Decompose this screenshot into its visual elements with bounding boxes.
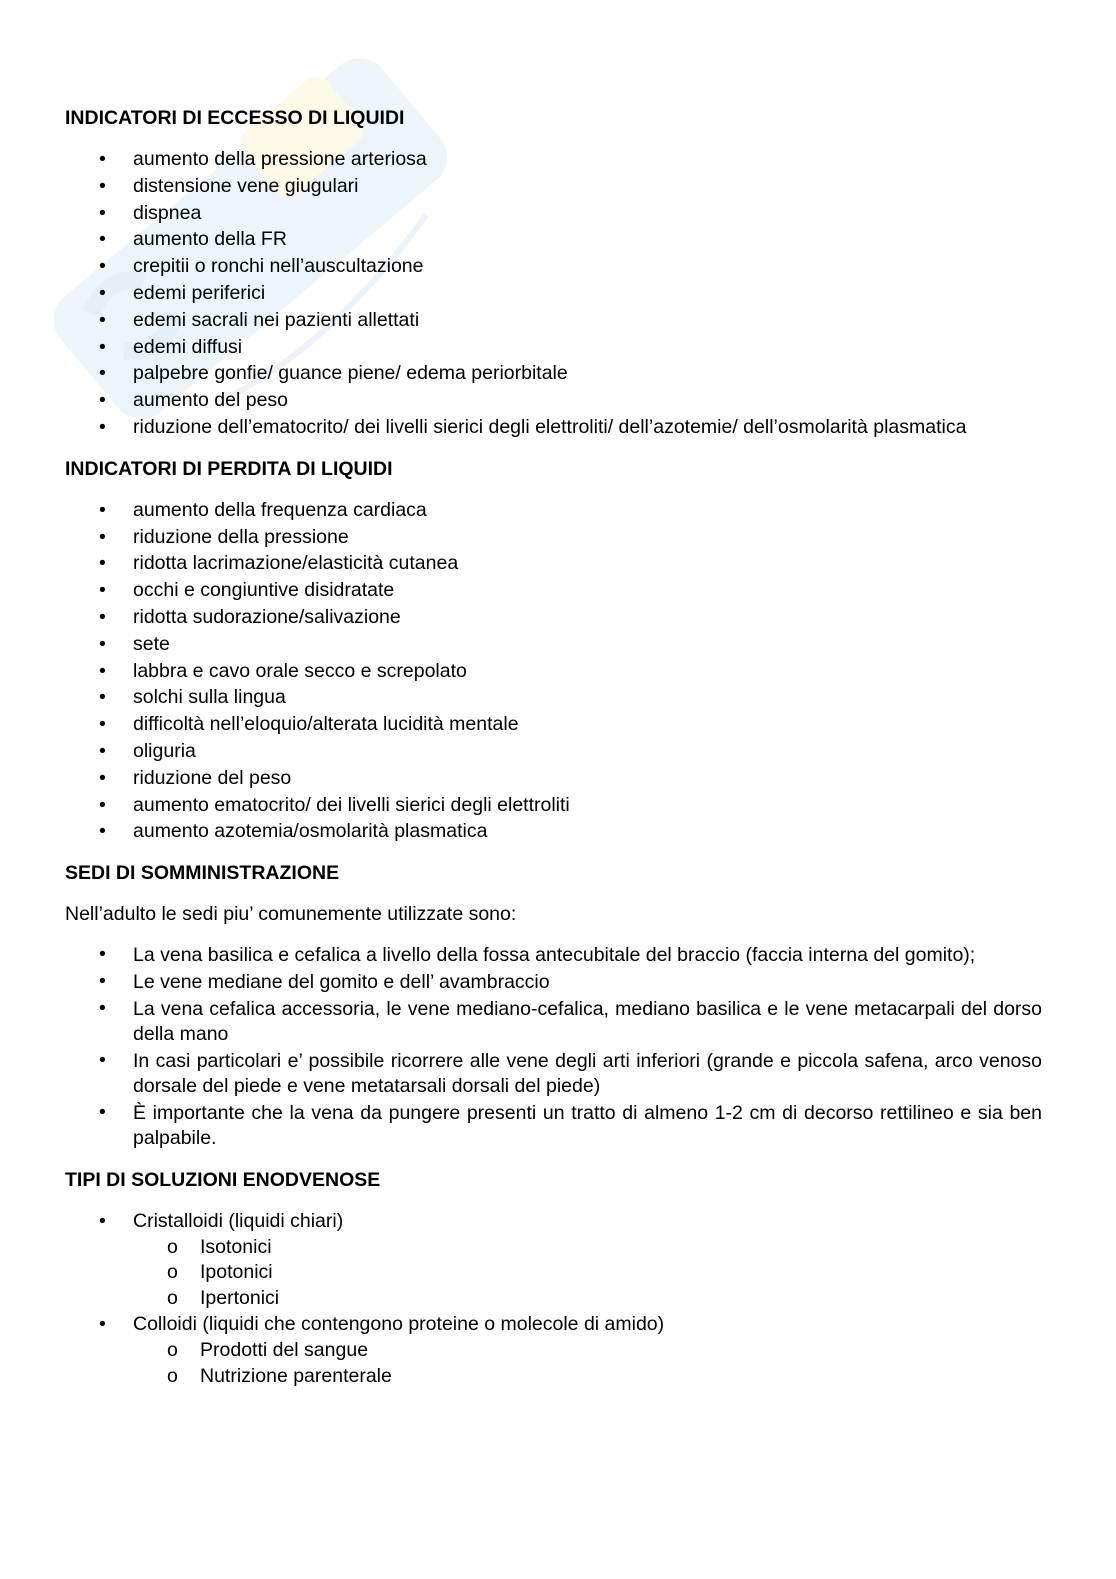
bullet-icon: • xyxy=(99,362,106,385)
list-item xyxy=(65,969,1042,996)
bullet-icon: • xyxy=(99,686,106,709)
bullet-icon: • xyxy=(99,820,106,843)
list-item xyxy=(65,658,1042,685)
sub-list-container xyxy=(65,1338,1042,1389)
list-item-text: ridotta lacrimazione/elasticità cutanea xyxy=(133,552,459,575)
bullet-icon: • xyxy=(99,174,106,197)
list-item xyxy=(65,1338,1042,1364)
list-item xyxy=(65,200,1042,227)
list-item-text: Ipertonici xyxy=(200,1286,280,1309)
bullet-icon: • xyxy=(99,201,106,224)
list-item-text: crepitii o ronchi nell’auscultazione xyxy=(133,255,424,278)
list-item-text: Le vene mediane del gomito e dell’ avambraccio xyxy=(133,971,550,994)
list-item-text: aumento del peso xyxy=(133,389,289,412)
list-item xyxy=(65,307,1042,334)
list-item-text: edemi periferici xyxy=(133,281,266,304)
bullet-icon: • xyxy=(99,713,106,736)
list-item-text: Nutrizione parenterale xyxy=(200,1364,392,1387)
list-item xyxy=(65,738,1042,765)
bullet-icon: • xyxy=(99,1313,106,1336)
list-item-text: In casi particolari e’ possibile ricorrere alle vene degli arti inferiori (grande e piccola safena, arco venoso dorsale del piede e vene metatarsali dorsali del piede) xyxy=(133,1050,1042,1098)
list-item xyxy=(65,334,1042,361)
sub-bullet-icon: o xyxy=(167,1261,178,1284)
list-item-text: oliguria xyxy=(133,739,196,762)
list-item xyxy=(65,360,1042,387)
bullet-icon: • xyxy=(99,148,106,170)
list-item xyxy=(65,1364,1042,1390)
bullet-icon: • xyxy=(99,281,106,304)
list-item xyxy=(65,253,1042,280)
list-item-text: dispnea xyxy=(133,201,202,224)
bullet-icon: • xyxy=(99,970,106,993)
bullet-icon: • xyxy=(99,525,106,548)
sub-bullet-icon: o xyxy=(167,1286,178,1309)
bullet-icon: • xyxy=(99,659,106,682)
list-item-text: Cristalloidi (liquidi chiari) xyxy=(133,1210,344,1233)
list-item xyxy=(65,1208,1042,1235)
list-item-text: ridotta sudorazione/salivazione xyxy=(133,605,401,628)
list-item xyxy=(65,996,1042,1048)
list-item xyxy=(65,387,1042,414)
list-item-text: solchi sulla lingua xyxy=(133,686,286,709)
list-item-text: riduzione della pressione xyxy=(133,525,349,548)
bullet-icon: • xyxy=(99,766,106,789)
section-heading-fluid-excess: INDICATORI DI ECCESSO DI LIQUIDI xyxy=(65,107,405,129)
list-item-text: Ipotonici xyxy=(200,1261,273,1284)
list-item-text: labbra e cavo orale secco e screpolato xyxy=(133,659,467,682)
list-item xyxy=(65,146,1042,173)
list-item-text: Colloidi (liquidi che contengono proteine o molecole di amido) xyxy=(133,1313,665,1336)
bullet-icon: • xyxy=(99,255,106,278)
bullet-icon: • xyxy=(99,632,106,655)
list-item-text: La vena cefalica accessoria, le vene mediano-cefalica, mediano basilica e le vene metacarpali del dorso della mano xyxy=(133,998,1042,1046)
bullet-icon: • xyxy=(99,943,106,966)
sub-list-container xyxy=(65,1235,1042,1312)
list-item-text: Prodotti del sangue xyxy=(200,1339,369,1362)
sub-list xyxy=(65,1338,1042,1389)
bullet-icon: • xyxy=(99,1049,106,1072)
iv-solutions-list xyxy=(65,1208,1042,1389)
list-item xyxy=(65,1260,1042,1286)
list-item xyxy=(65,577,1042,604)
list-item-text: aumento della FR xyxy=(133,228,287,251)
list-item xyxy=(65,1235,1042,1261)
bullet-icon: • xyxy=(99,579,106,602)
list-item-text: Isotonici xyxy=(200,1235,272,1258)
list-item xyxy=(65,226,1042,253)
list-item-text: riduzione del peso xyxy=(133,766,292,789)
bullet-icon: • xyxy=(99,415,106,438)
bullet-icon: • xyxy=(99,739,106,762)
list-item-text: distensione vene giugulari xyxy=(133,174,359,197)
bullet-icon: • xyxy=(99,605,106,628)
sub-list xyxy=(65,1235,1042,1312)
list-item-text: palpebre gonfie/ guance piene/ edema periorbitale xyxy=(133,362,568,385)
bullet-icon: • xyxy=(99,228,106,251)
list-item-text: aumento ematocrito/ dei livelli sierici degli elettroliti xyxy=(133,793,570,816)
list-item-text: aumento azotemia/osmolarità plasmatica xyxy=(133,820,488,843)
list-item-text: riduzione dell’ematocrito/ dei livelli sierici degli elettroliti/ dell’azotemie/ dell’osmolarità plasmatica xyxy=(133,415,967,438)
list-item-text: edemi sacrali nei pazienti allettati xyxy=(133,308,420,331)
list-item-text: occhi e congiuntive disidratate xyxy=(133,579,395,602)
list-item xyxy=(65,497,1042,524)
list-item-text: sete xyxy=(133,632,170,655)
section-heading-fluid-loss: INDICATORI DI PERDITA DI LIQUIDI xyxy=(65,457,393,480)
bullet-icon: • xyxy=(99,552,106,575)
list-item xyxy=(65,792,1042,819)
list-item-text: È importante che la vena da pungere presenti un tratto di almeno 1-2 cm di decorso rettilineo e sia ben palpabile. xyxy=(133,1102,1042,1150)
list-item xyxy=(65,765,1042,792)
bullet-icon: • xyxy=(99,335,106,358)
bullet-icon: • xyxy=(99,1210,106,1233)
list-item xyxy=(65,604,1042,631)
list-item xyxy=(65,711,1042,738)
list-item xyxy=(65,1286,1042,1312)
list-item xyxy=(65,631,1042,658)
list-item-text: aumento della frequenza cardiaca xyxy=(133,498,427,521)
list-item xyxy=(65,1100,1042,1152)
list-item-text: La vena basilica e cefalica a livello della fossa antecubitale del braccio (faccia interna del gomito); xyxy=(133,944,976,967)
bullet-icon: • xyxy=(99,793,106,816)
bullet-icon: • xyxy=(99,498,106,521)
fluid-loss-list xyxy=(65,497,1042,845)
list-item-text: aumento della pressione arteriosa xyxy=(133,148,427,170)
administration-sites-list xyxy=(65,942,1042,1152)
list-item xyxy=(65,550,1042,577)
sub-bullet-icon: o xyxy=(167,1364,178,1387)
fluid-excess-list xyxy=(65,146,1042,441)
section-heading-iv-solutions: TIPI DI SOLUZIONI ENODVENOSE xyxy=(65,1169,381,1192)
list-item xyxy=(65,280,1042,307)
list-item xyxy=(65,818,1042,845)
list-item xyxy=(65,524,1042,551)
list-item xyxy=(65,684,1042,711)
sub-bullet-icon: o xyxy=(167,1235,178,1258)
administration-sites-intro: Nell’adulto le sedi piu’ comunemente utilizzate sono: xyxy=(65,903,517,926)
list-item-text: edemi diffusi xyxy=(133,335,243,358)
list-item xyxy=(65,414,1042,441)
list-item xyxy=(65,1311,1042,1338)
document-page xyxy=(65,105,1042,1404)
bullet-icon: • xyxy=(99,997,106,1020)
bullet-icon: • xyxy=(99,308,106,331)
list-item xyxy=(65,942,1042,969)
bullet-icon: • xyxy=(99,389,106,412)
sub-bullet-icon: o xyxy=(167,1339,178,1362)
list-item xyxy=(65,173,1042,200)
bullet-icon: • xyxy=(99,1101,106,1124)
section-heading-administration-sites: SEDI DI SOMMINISTRAZIONE xyxy=(65,862,340,885)
list-item-text: difficoltà nell’eloquio/alterata lucidità mentale xyxy=(133,713,519,736)
list-item xyxy=(65,1048,1042,1100)
